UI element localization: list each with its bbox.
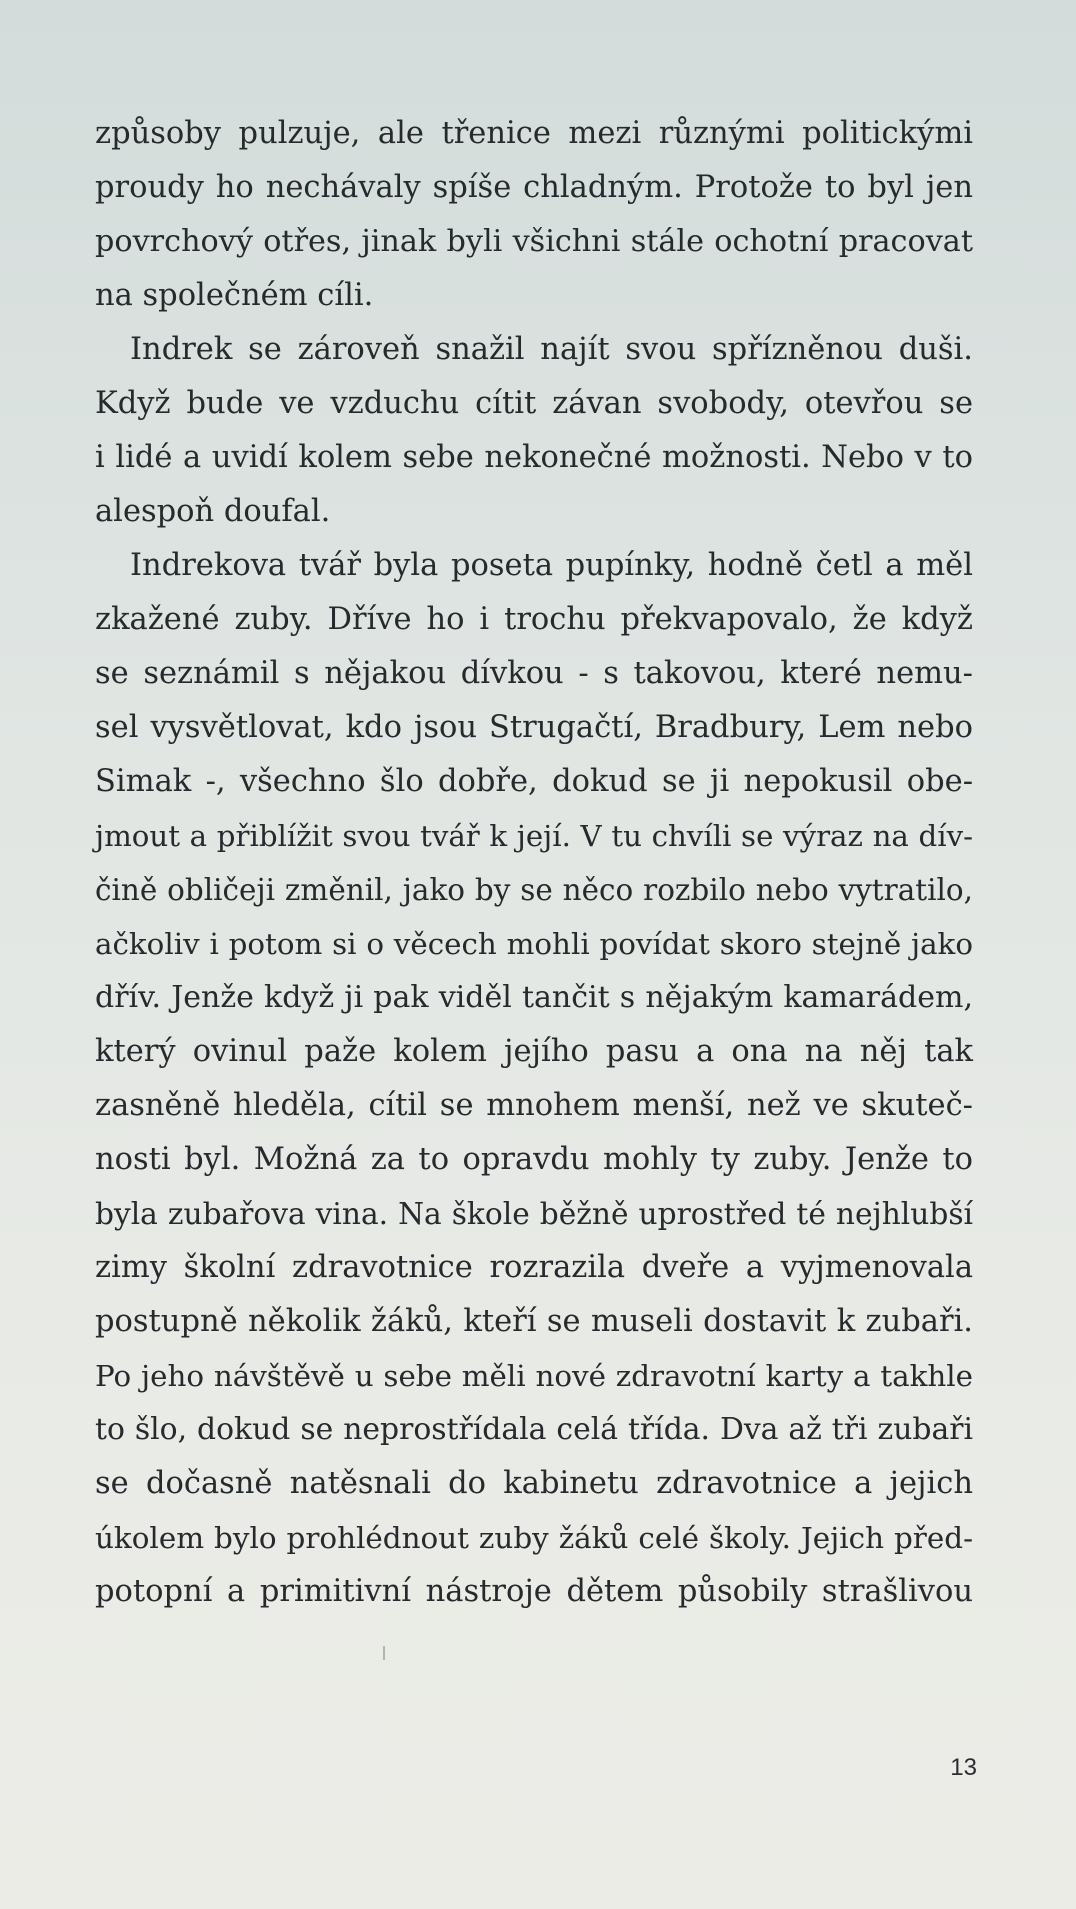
text-line: zimy školní zdravotnice rozrazila dveře a vyjmenovala <box>95 1250 973 1285</box>
text-line: Simak -, všechno šlo dobře, dokud se ji nepokusil obe- <box>95 764 973 799</box>
text-line: zasněně hleděla, cítil se mnohem menší, než ve skuteč- <box>95 1088 973 1123</box>
text-line: dřív. Jenže když ji pak viděl tančit s nějakým kamarádem, <box>95 980 973 1015</box>
paragraph-first-line: Indrekova tvář byla poseta pupínky, hodně četl a měl <box>130 548 973 583</box>
paper-speck <box>383 1646 385 1660</box>
text-line: Po jeho návštěvě u sebe měli nové zdravotní karty a takhle <box>95 1359 973 1393</box>
page-number: 13 <box>950 1754 977 1781</box>
text-line: potopní a primitivní nástroje dětem působily strašlivou <box>95 1574 973 1609</box>
text-line: byla zubařova vina. Na škole běžně uprostřed té nejhlubší <box>95 1196 973 1231</box>
text-line: sel vysvětlovat, kdo jsou Strugačtí, Bradbury, Lem nebo <box>95 710 973 745</box>
text-line: nosti byl. Možná za to opravdu mohly ty zuby. Jenže to <box>95 1142 973 1177</box>
text-line: který ovinul paže kolem jejího pasu a ona na něj tak <box>95 1034 973 1069</box>
text-line: se dočasně natěsnali do kabinetu zdravotnice a jejich <box>95 1466 973 1501</box>
paragraph-first-line: Indrek se zároveň snažil najít svou spřízněnou duši. <box>130 332 973 367</box>
text-line: to šlo, dokud se neprostřídala celá třída. Dva až tři zubaři <box>95 1412 973 1447</box>
text-line: ačkoliv i potom si o věcech mohli povídat skoro stejně jako <box>95 927 973 961</box>
text-line: i lidé a uvidí kolem sebe nekonečné možnosti. Nebo v to <box>95 440 973 475</box>
text-line: alespoň doufal. <box>95 494 331 529</box>
text-line: způsoby pulzuje, ale třenice mezi různými politickými <box>95 116 973 151</box>
text-line: na společném cíli. <box>95 278 374 313</box>
body-text <box>95 107 973 1619</box>
text-line: povrchový otřes, jinak byli všichni stále ochotní pracovat <box>95 224 973 259</box>
text-line: úkolem bylo prohlédnout zuby žáků celé školy. Jejich před- <box>95 1521 973 1555</box>
text-line: zkažené zuby. Dříve ho i trochu překvapovalo, že když <box>95 602 973 637</box>
text-line: postupně několik žáků, kteří se museli dostavit k zubaři. <box>95 1304 973 1339</box>
text-line: jmout a přiblížit svou tvář k její. V tu chvíli se výraz na dív- <box>95 819 973 853</box>
text-line: čině obličeji změnil, jako by se něco rozbilo nebo vytratilo, <box>95 873 973 907</box>
text-line: Když bude ve vzduchu cítit závan svobody, otevřou se <box>95 386 973 421</box>
text-line: se seznámil s nějakou dívkou - s takovou, které nemu- <box>95 656 973 691</box>
text-line: proudy ho nechávaly spíše chladným. Protože to byl jen <box>95 170 973 205</box>
